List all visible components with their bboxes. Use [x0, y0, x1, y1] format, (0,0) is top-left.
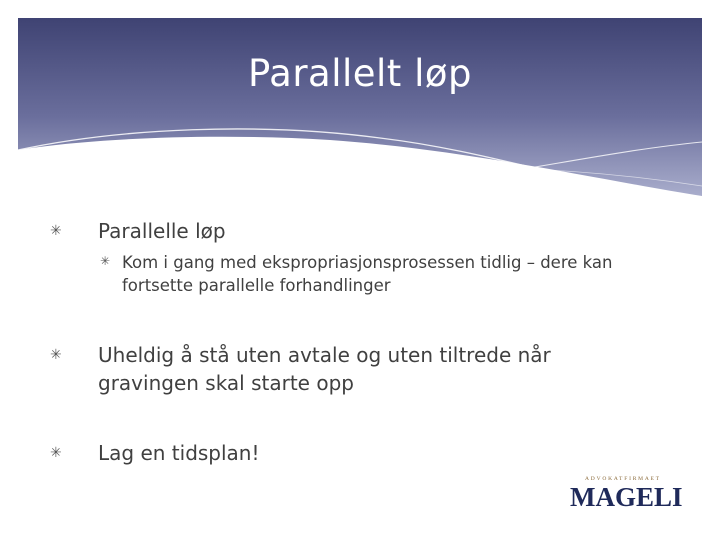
bullet-item	[50, 218, 670, 244]
sub-bullet-text: Kom i gang med ekspropriasjonsprosessen tidlig – dere kan fortsette parallelle forhandlinger	[122, 253, 613, 295]
bullet-asterisk-icon: ✳	[50, 445, 62, 461]
bullet-item	[50, 341, 650, 397]
bullet-asterisk-icon: ✳	[100, 254, 111, 268]
bullet-asterisk-icon: ✳	[50, 347, 62, 363]
bullet-text: Lag en tidsplan!	[98, 441, 260, 465]
bullet-text: Parallelle løp	[98, 219, 226, 243]
logo-top-text: ADVOKATFIRMAET	[585, 476, 661, 482]
header-background	[0, 0, 720, 200]
bullet-asterisk-icon: ✳	[50, 223, 62, 239]
slide-title: Parallelt løp	[248, 52, 472, 95]
sub-bullet-item	[100, 251, 660, 297]
bullet-item	[50, 440, 650, 466]
logo-main-text: MAGELI	[570, 482, 683, 512]
bullet-text: Uheldig å stå uten avtale og uten tiltrede når gravingen skal starte opp	[98, 343, 551, 395]
company-logo	[570, 476, 683, 516]
